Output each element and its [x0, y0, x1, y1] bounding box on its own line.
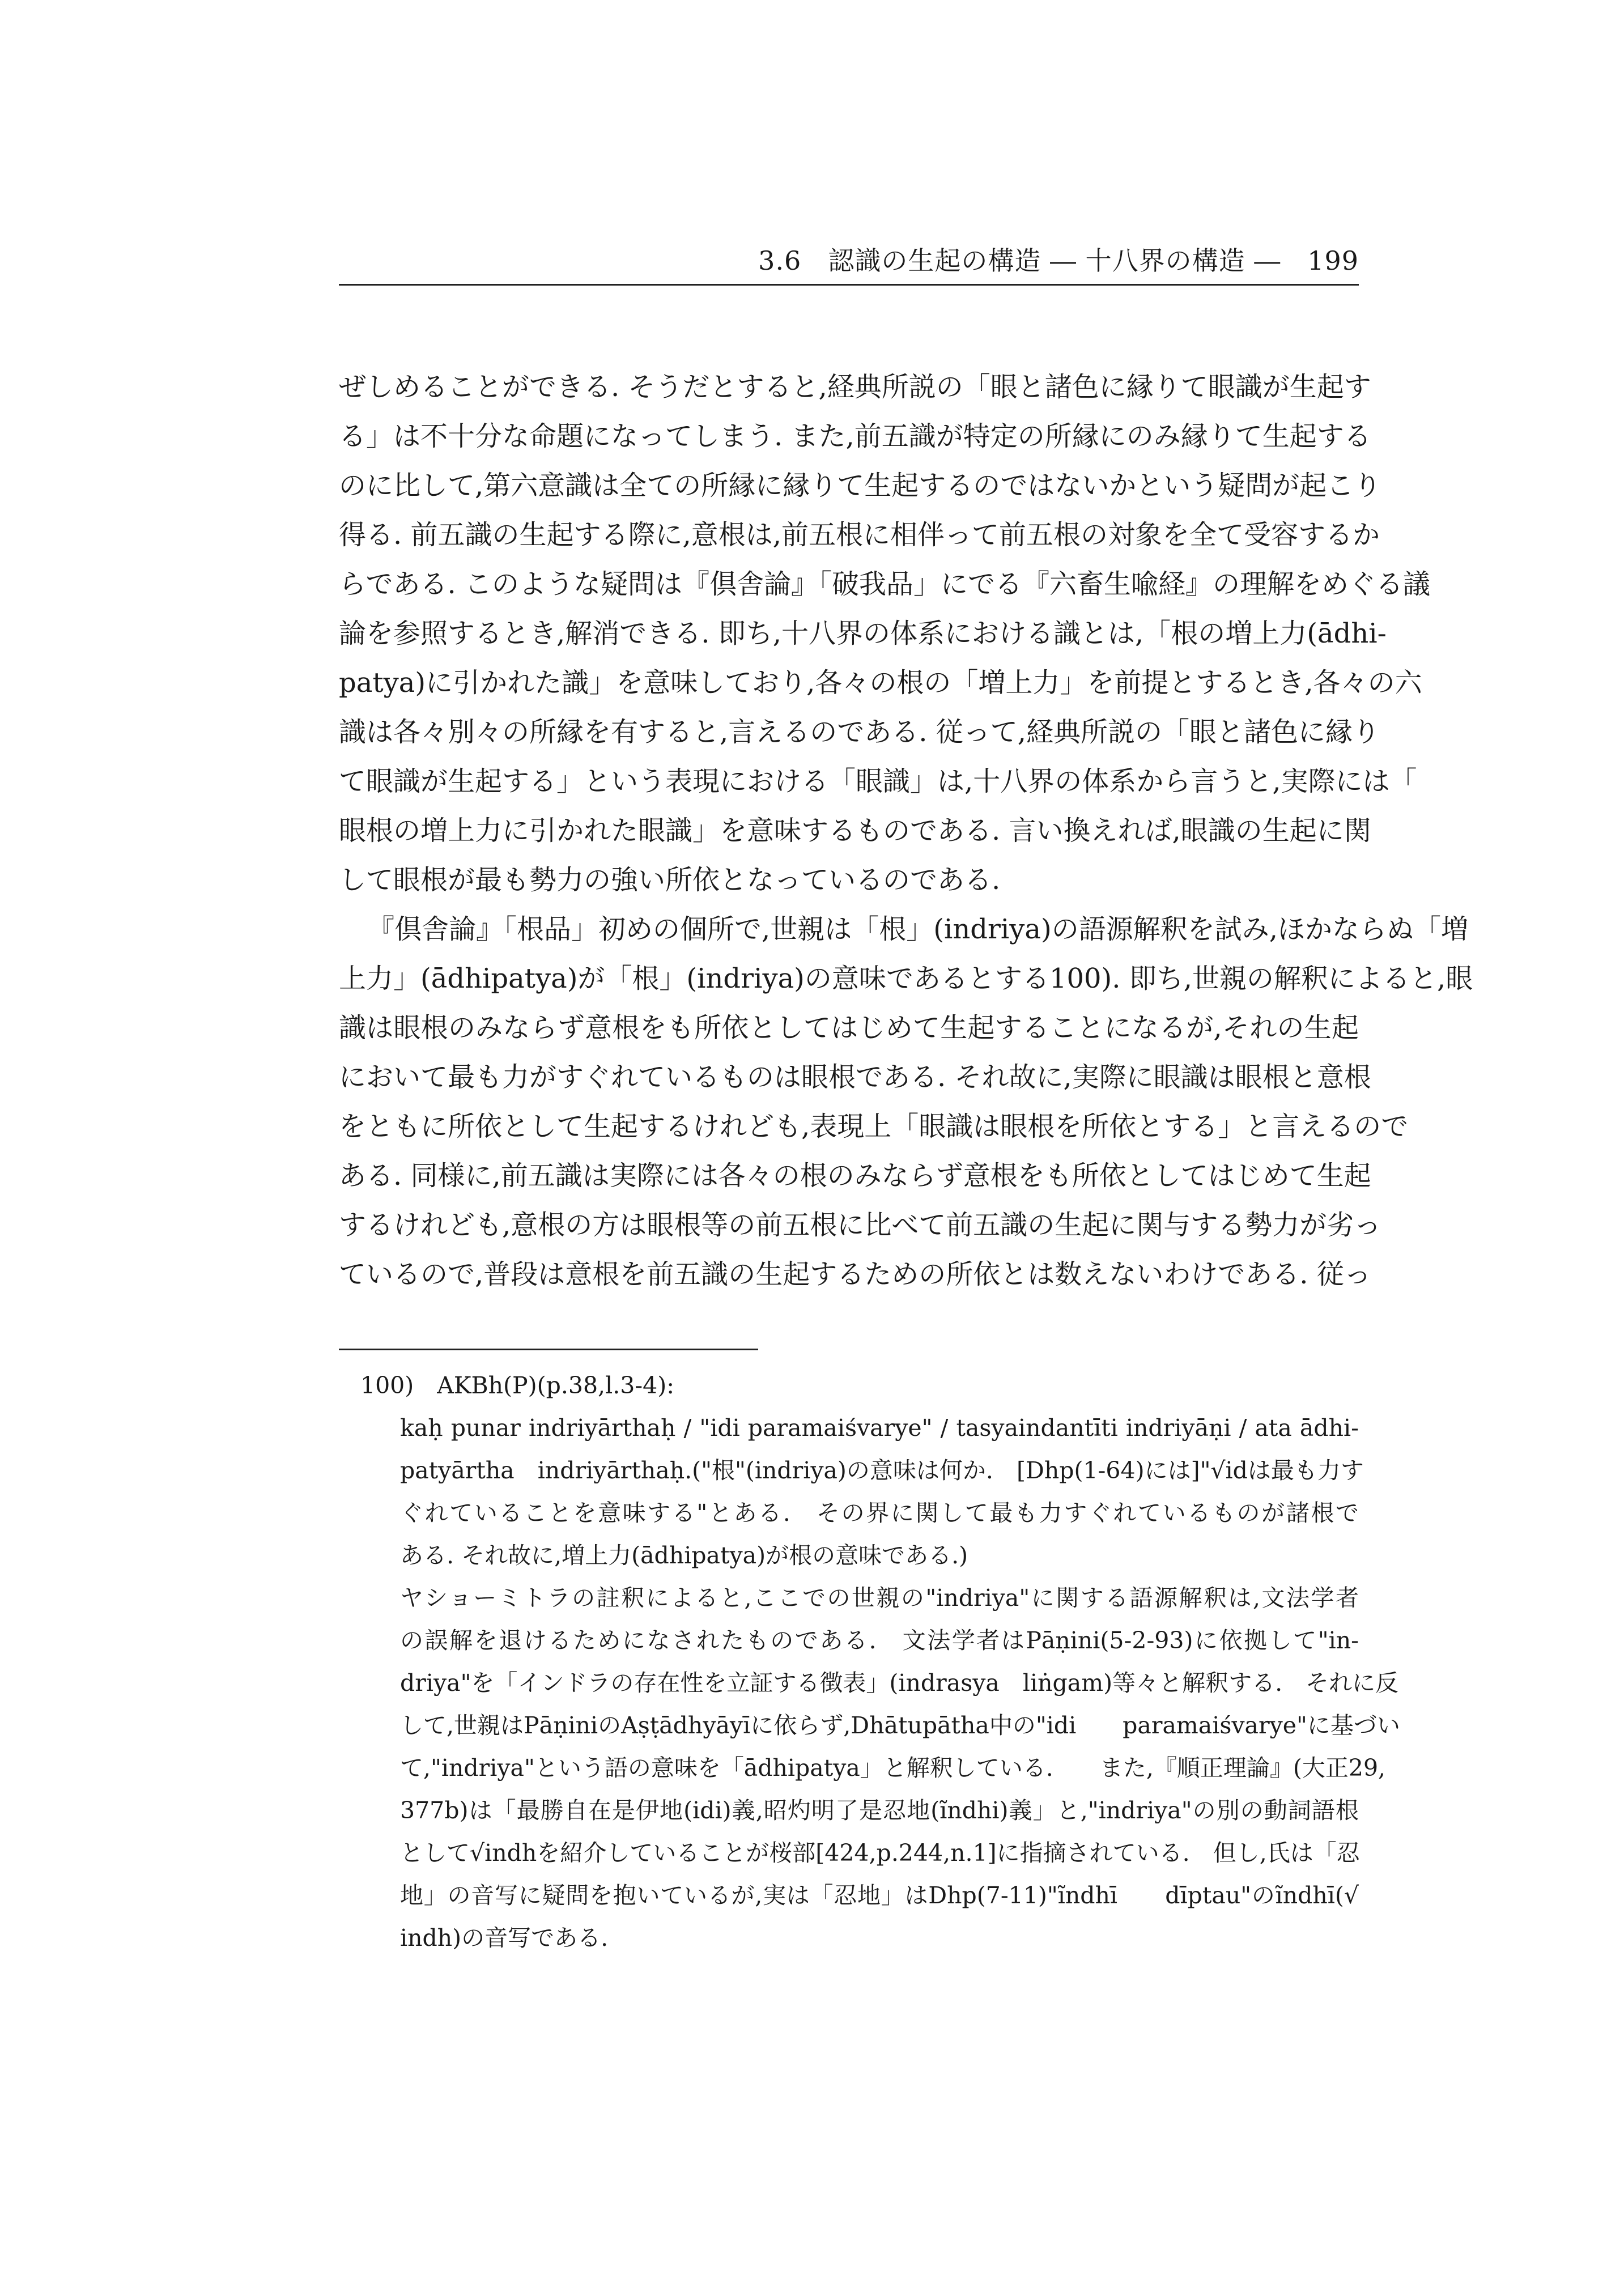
running-header [339, 240, 1359, 286]
footnote-line: として√indhを紹介していることが桜部[424,p.244,n.1]に指摘されている. 但し,氏は「忍 [400, 1839, 1360, 1866]
text-line: のに比して,第六意識は全ての所縁に縁りて生起するのではないかという疑問が起こり [339, 470, 1381, 501]
text-line: らである. このような疑問は『倶舎論』「破我品」にでる『六畜生喩経』の理解をめぐる議 [339, 568, 1431, 600]
text-line: 得る. 前五識の生起する際に,意根は,前五根に相伴って前五根の対象を全て受容するか [339, 519, 1380, 551]
footnote-line: 地」の音写に疑問を抱いているが,実は「忍地」はDhp(7-11)"ĩndhī dīptau"のĩndhī(√ [400, 1882, 1359, 1909]
text-line: 識は各々別々の所縁を有すると,言えるのである. 従って,経典所説の「眼と諸色に縁り [339, 716, 1380, 748]
footnote-line: patyārtha indriyārthaḥ.("根"(indriya)の意味は何か. [Dhp(1-64)には]"√idは最も力す [400, 1457, 1364, 1484]
text-line: ぜしめることができる. そうだとすると,経典所説の「眼と諸色に縁りて眼識が生起す [339, 371, 1371, 403]
footnote-100 [339, 1364, 1400, 1959]
text-line: して眼根が最も勢力の強い所依となっているのである. [339, 864, 1001, 896]
header-rule [339, 284, 1359, 286]
footnote-line: の誤解を退けるためになされたものである. 文法学者はPāṇini(5-2-93)に依拠して"in- [400, 1627, 1359, 1654]
text-line: において最も力がすぐれているものは眼根である. それ故に,実際に眼識は眼根と意根 [339, 1061, 1371, 1093]
text-line: 識は眼根のみならず意根をも所依としてはじめて生起することになるが,それの生起 [339, 1012, 1359, 1044]
text-line: ているので,普段は意根を前五識の生起するための所依とは数えないわけである. 従っ [339, 1258, 1371, 1290]
footnote-line: driya"を「インドラの存在性を立証する徴表」(indrasya liṅgam)等々と解釈する. それに反 [400, 1669, 1399, 1697]
footnote-line: て,"indriya"という語の意味を「ādhipatya」と解釈している. また,『順正理論』(大正29, [400, 1754, 1386, 1781]
footnote-line: ぐれていることを意味する"とある. その界に関して最も力すぐれているものが諸根で [400, 1499, 1359, 1527]
footnote-rule [339, 1349, 758, 1350]
footnote-line: indh)の音写である. [400, 1924, 609, 1951]
text-line: 上力」(ādhipatya)が「根」(indriya)の意味であるとする100). 即ち,世親の解釈によると,眼 [339, 963, 1473, 994]
text-line: 『倶舎論』「根品」初めの個所で,世親は「根」(indriya)の語源解釈を試み,ほかならぬ「増 [367, 913, 1468, 945]
footnote-line: ヤショーミトラの註釈によると,ここでの世親の"indriya"に関する語源解釈は,文法学者 [400, 1584, 1359, 1612]
footnote-line: kaḥ punar indriyārthaḥ / "idi paramaiśvarye" / tasyaindantīti indriyāṇi / ata ādhi- [400, 1414, 1359, 1442]
text-line: patya)に引かれた識」を意味しており,各々の根の「増上力」を前提とするとき,各々の六 [339, 667, 1422, 699]
footnote-line: ある. それ故に,増上力(ādhipatya)が根の意味である.) [400, 1542, 968, 1569]
text-line: するけれども,意根の方は眼根等の前五根に比べて前五識の生起に関与する勢力が劣っ [339, 1209, 1381, 1241]
running-head-text: 3.6 認識の生起の構造 ― 十八界の構造 ― 199 [758, 245, 1359, 276]
footnote-label: 100) AKBh(P)(p.38,l.3-4): [360, 1372, 675, 1399]
text-line: て眼識が生起する」という表現における「眼識」は,十八界の体系から言うと,実際には「 [339, 766, 1417, 797]
text-line: 論を参照するとき,解消できる. 即ち,十八界の体系における識とは,「根の増上力(ādhi- [339, 618, 1387, 649]
text-line: 眼根の増上力に引かれた眼識」を意味するものである. 言い換えれば,眼識の生起に関 [339, 815, 1371, 847]
footnote-line: して,世親はPāṇiniのAṣṭādhyāyīに依らず,Dhātupātha中の"idi paramaiśvarye"に基づい [400, 1712, 1400, 1739]
footnote-line: 377b)は「最勝自在是伊地(idi)義,昭灼明了是忍地(ĩndhi)義」と,"indriya"の別の動詞語根 [400, 1797, 1359, 1824]
text-line: をともに所依として生起するけれども,表現上「眼識は眼根を所依とする」と言えるので [339, 1111, 1409, 1142]
text-line: ある. 同様に,前五識は実際には各々の根のみならず意根をも所依としてはじめて生起 [339, 1160, 1371, 1192]
main-text [339, 363, 1473, 1299]
text-line: る」は不十分な命題になってしまう. また,前五識が特定の所縁にのみ縁りて生起する [339, 420, 1371, 452]
